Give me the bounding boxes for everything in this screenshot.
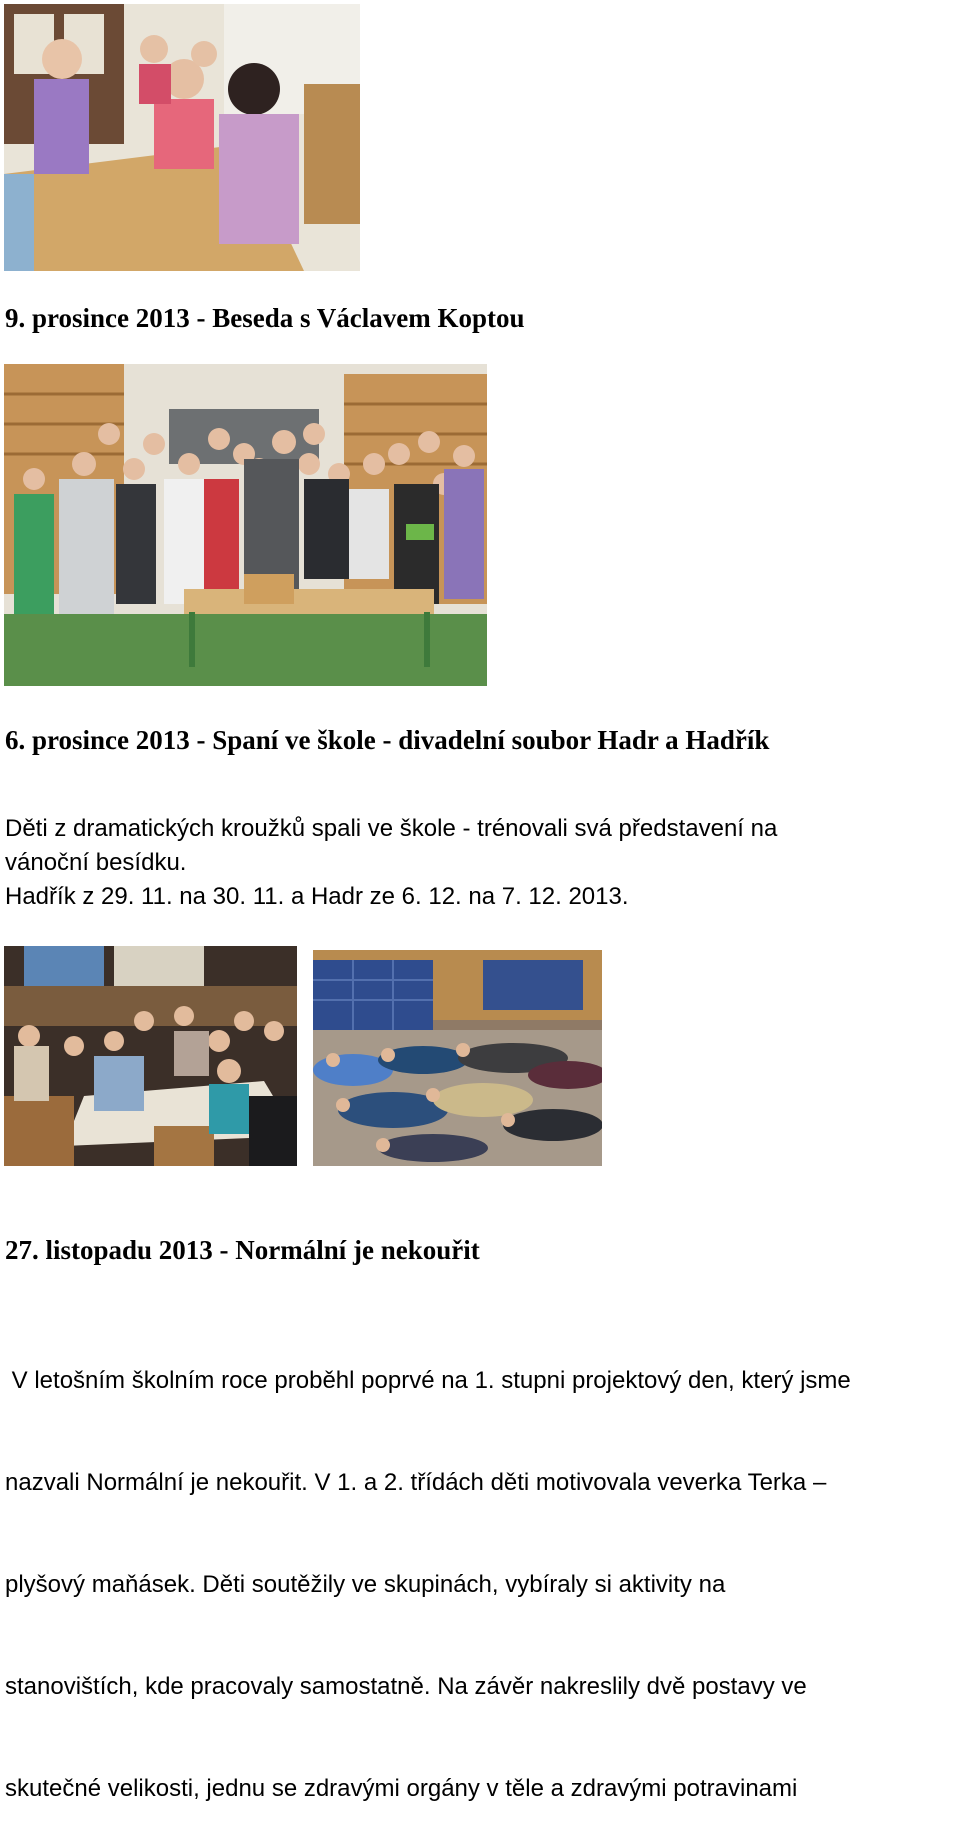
paragraph-line: V letošním školním roce proběhl poprvé na 1. stupni projektový den, který jsme [5,1367,851,1394]
paragraph-line: Hadřík z 29. 11. na 30. 11. a Hadr ze 6. 12. na 7. 12. 2013. [5,883,629,910]
section-heading-beseda: 9. prosince 2013 - Beseda s Václavem Koptou [5,303,525,333]
paragraph-line: Děti z dramatických kroužků spali ve škole - trénovali svá představení na [5,815,778,842]
photo-spani-sleeping [313,950,602,1166]
paragraph-line: skutečné velikosti, jednu se zdravými orgány v těle a zdravými potravinami [5,1775,798,1802]
paragraph-line: vánoční besídku. [5,849,187,876]
photo-baking [4,4,360,271]
paragraph-line: nazvali Normální je nekouřit. V 1. a 2. třídách děti motivovala veverka Terka – [5,1469,827,1496]
photo-group-beseda [4,364,487,686]
paragraph-line: stanovištích, kde pracovaly samostatně. Na závěr nakreslily dvě postavy ve [5,1673,807,1700]
paragraph-nekourit [5,1296,851,1840]
section-heading-spani: 6. prosince 2013 - Spaní ve škole - divadelní soubor Hadr a Hadřík [5,725,770,755]
photo-spani-table [4,946,297,1166]
paragraph-line: plyšový maňásek. Děti soutěžily ve skupinách, vybíraly si aktivity na [5,1571,726,1598]
section-heading-nekourit: 27. listopadu 2013 - Normální je nekouřit [5,1235,480,1265]
paragraph-spani [5,812,777,914]
